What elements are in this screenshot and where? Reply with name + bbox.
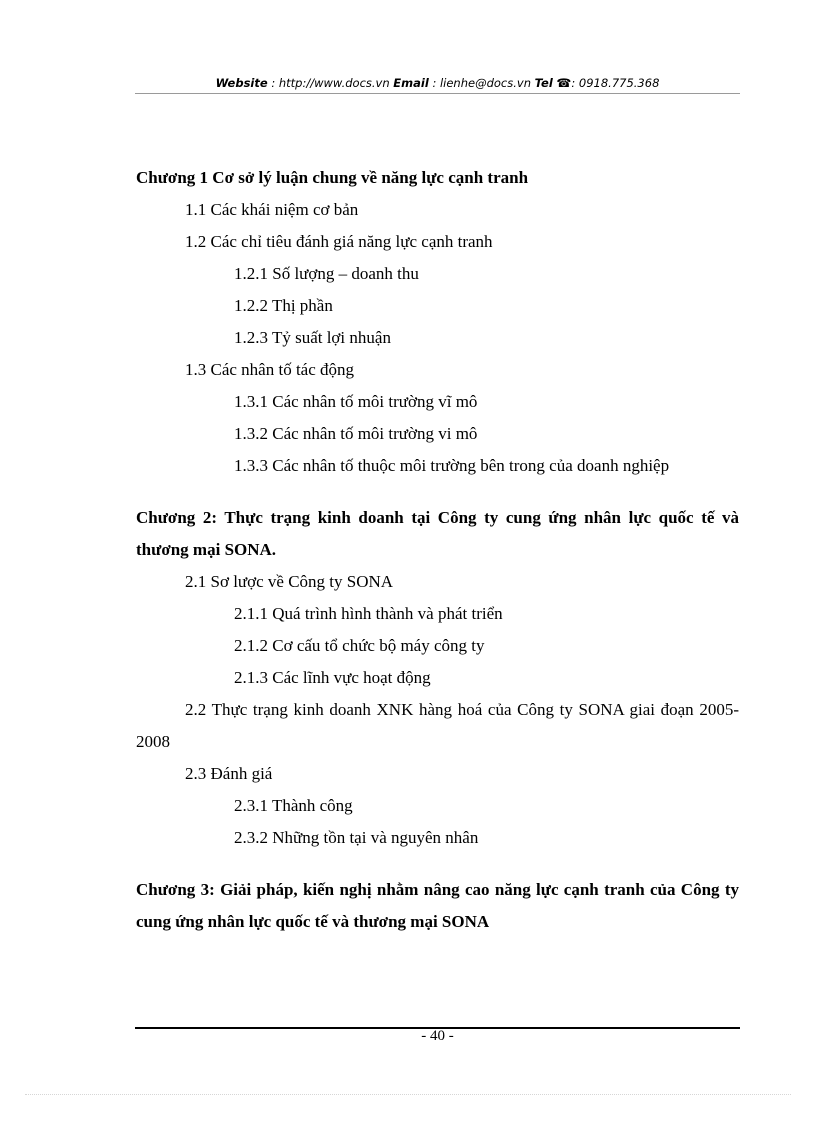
toc-item-1-2-3: 1.2.3 Tỷ suất lợi nhuận (234, 328, 391, 347)
email-label: Email (393, 76, 429, 90)
toc-item-1-1: 1.1 Các khái niệm cơ bản (185, 200, 359, 219)
tel-label: Tel (534, 76, 553, 90)
toc-item-2-3: 2.3 Đánh giá (185, 764, 273, 783)
tel-value: : 0918.775.368 (571, 76, 660, 90)
toc-item-2-1-3: 2.1.3 Các lĩnh vực hoạt động (234, 668, 431, 687)
toc-item-2-2: 2.2 Thực trạng kinh doanh XNK hàng hoá của Công ty SONA giai đoạn 2005-2008 (136, 700, 739, 751)
website-label: Website (215, 76, 268, 90)
toc-item-1-3-1: 1.3.1 Các nhân tố môi trường vĩ mô (234, 392, 478, 411)
toc-item-1-2-2: 1.2.2 Thị phần (234, 296, 333, 315)
website-link[interactable]: : http://www.docs.vn (271, 76, 390, 90)
email-link[interactable]: : lienhe@docs.vn (432, 76, 531, 90)
toc-item-2-1: 2.1 Sơ lược về Công ty SONA (185, 572, 394, 591)
toc-item-1-2: 1.2 Các chỉ tiêu đánh giá năng lực cạnh tranh (185, 232, 493, 251)
toc-item-2-3-2: 2.3.2 Những tồn tại và nguyên nhân (234, 828, 479, 847)
chapter-1-title: Chương 1 Cơ sở lý luận chung về năng lực cạnh tranh (136, 168, 529, 187)
page-header (135, 76, 740, 90)
toc-item-1-3-3: 1.3.3 Các nhân tố thuộc môi trường bên trong của doanh nghiệp (234, 456, 670, 475)
toc-item-1-3-2: 1.3.2 Các nhân tố môi trường vi mô (234, 424, 478, 443)
toc-item-2-1-2: 2.1.2 Cơ cấu tổ chức bộ máy công ty (234, 636, 485, 655)
header-divider (135, 93, 740, 94)
toc-item-2-1-1: 2.1.1 Quá trình hình thành và phát triển (234, 604, 503, 623)
page-number: - 40 - (421, 1028, 454, 1044)
chapter-3-title: Chương 3: Giải pháp, kiến nghị nhằm nâng cao năng lực cạnh tranh của Công ty cung ứng nhân lực quốc tế và thương mại SONA (136, 880, 739, 931)
toc-item-1-2-1: 1.2.1 Số lượng – doanh thu (234, 264, 419, 283)
telephone-icon: ☎ (556, 76, 572, 90)
chapter-2-title: Chương 2: Thực trạng kinh doanh tại Công ty cung ứng nhân lực quốc tế và thương mại SONA. (136, 508, 739, 559)
table-of-contents (136, 162, 739, 938)
toc-item-2-3-1: 2.3.1 Thành công (234, 796, 353, 815)
toc-item-1-3: 1.3 Các nhân tố tác động (185, 360, 355, 379)
page-edge-divider (25, 1094, 791, 1095)
